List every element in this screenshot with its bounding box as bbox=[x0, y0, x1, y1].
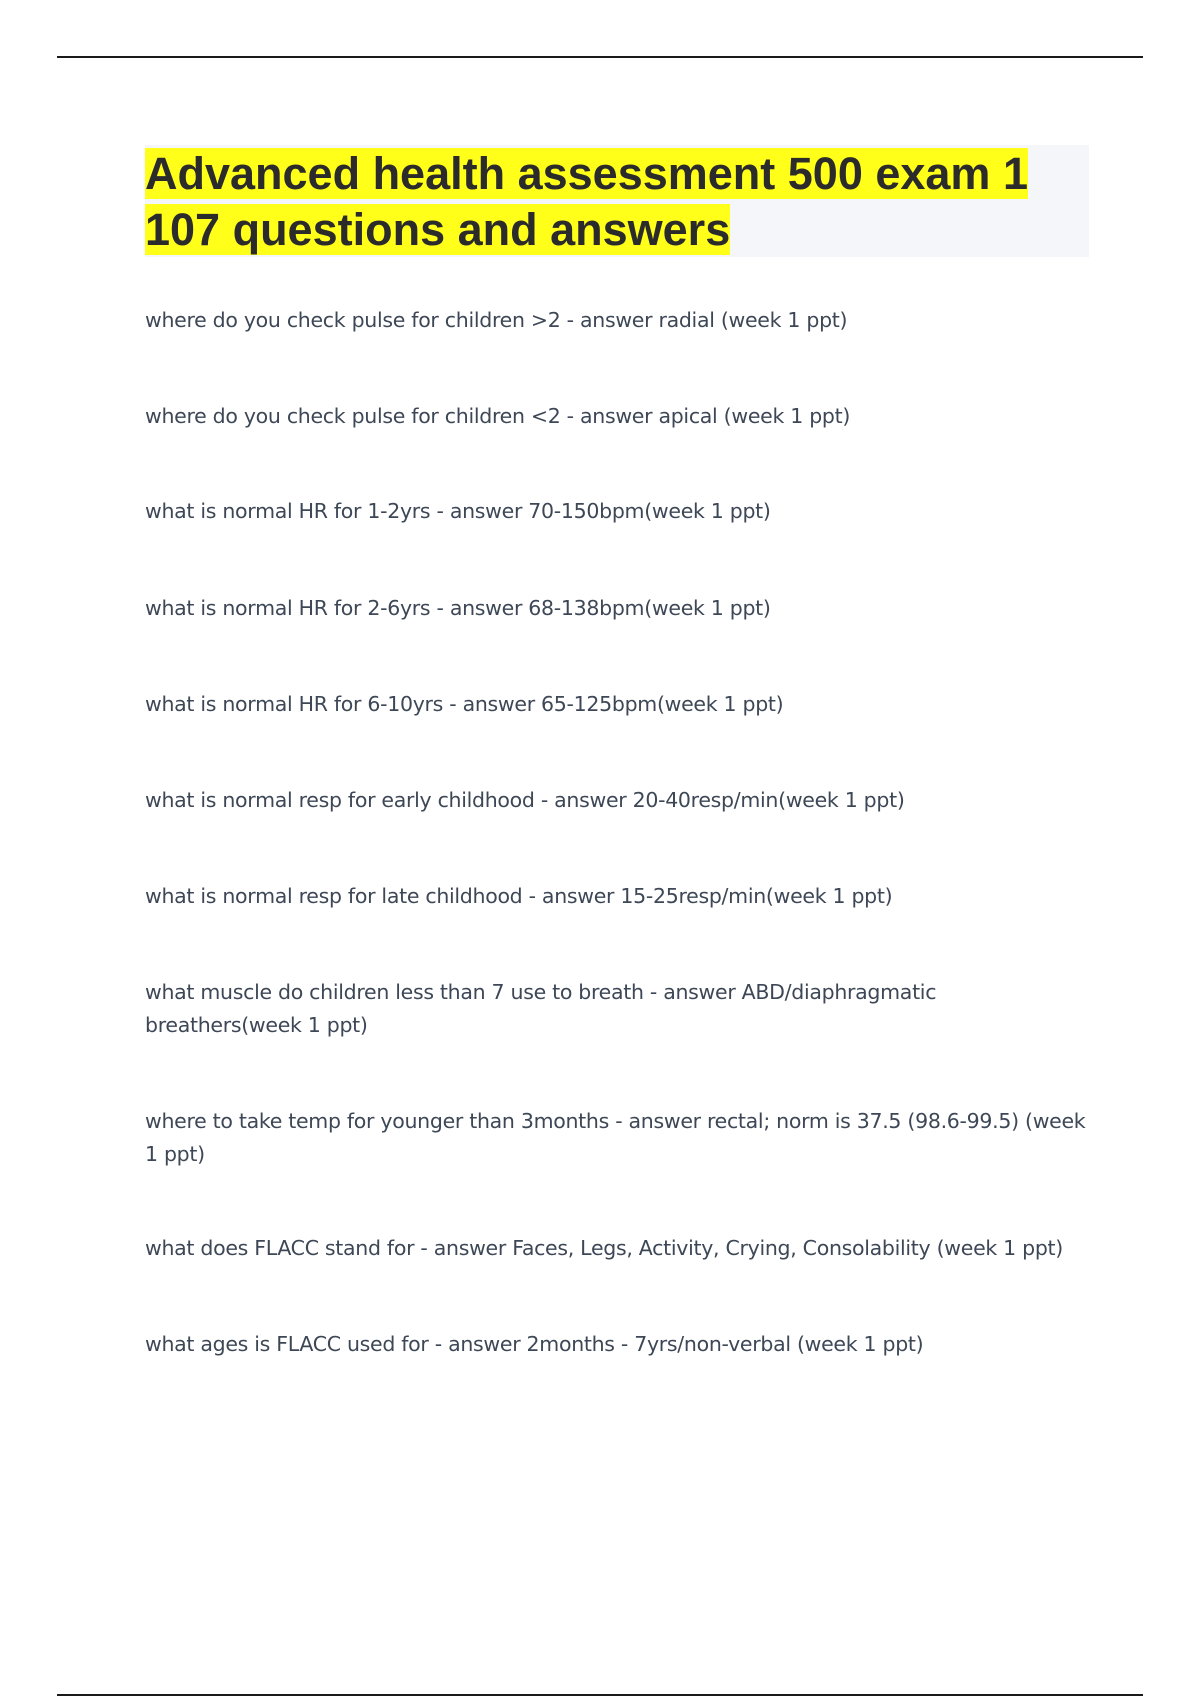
qa-item-1: where do you check pulse for children >2 - answer radial (week 1 ppt) bbox=[145, 308, 848, 332]
qa-item-2: where do you check pulse for children <2 - answer apical (week 1 ppt) bbox=[145, 404, 851, 428]
qa-item-9: where to take temp for younger than 3months - answer rectal; norm is 37.5 (98.6-99.5) (week 1 ppt) bbox=[145, 1109, 1086, 1166]
qa-item-7: what is normal resp for late childhood - answer 15-25resp/min(week 1 ppt) bbox=[145, 884, 893, 908]
title-highlight: Advanced health assessment 500 exam 1 107 questions and answers bbox=[145, 148, 1028, 255]
qa-item-8: what muscle do children less than 7 use to breath - answer ABD/diaphragmatic breathers(week 1 ppt) bbox=[145, 980, 937, 1037]
page-title bbox=[145, 146, 1089, 258]
qa-item-4: what is normal HR for 2-6yrs - answer 68-138bpm(week 1 ppt) bbox=[145, 596, 771, 620]
qa-item-6: what is normal resp for early childhood - answer 20-40resp/min(week 1 ppt) bbox=[145, 788, 905, 812]
qa-item-10: what does FLACC stand for - answer Faces, Legs, Activity, Crying, Consolability (week 1 ppt) bbox=[145, 1236, 1063, 1260]
qa-item-11: what ages is FLACC used for - answer 2months - 7yrs/non-verbal (week 1 ppt) bbox=[145, 1332, 924, 1356]
header-rule bbox=[57, 56, 1143, 58]
qa-item-3: what is normal HR for 1-2yrs - answer 70-150bpm(week 1 ppt) bbox=[145, 499, 771, 523]
footer-rule bbox=[57, 1694, 1143, 1696]
qa-item-5: what is normal HR for 6-10yrs - answer 65-125bpm(week 1 ppt) bbox=[145, 692, 784, 716]
